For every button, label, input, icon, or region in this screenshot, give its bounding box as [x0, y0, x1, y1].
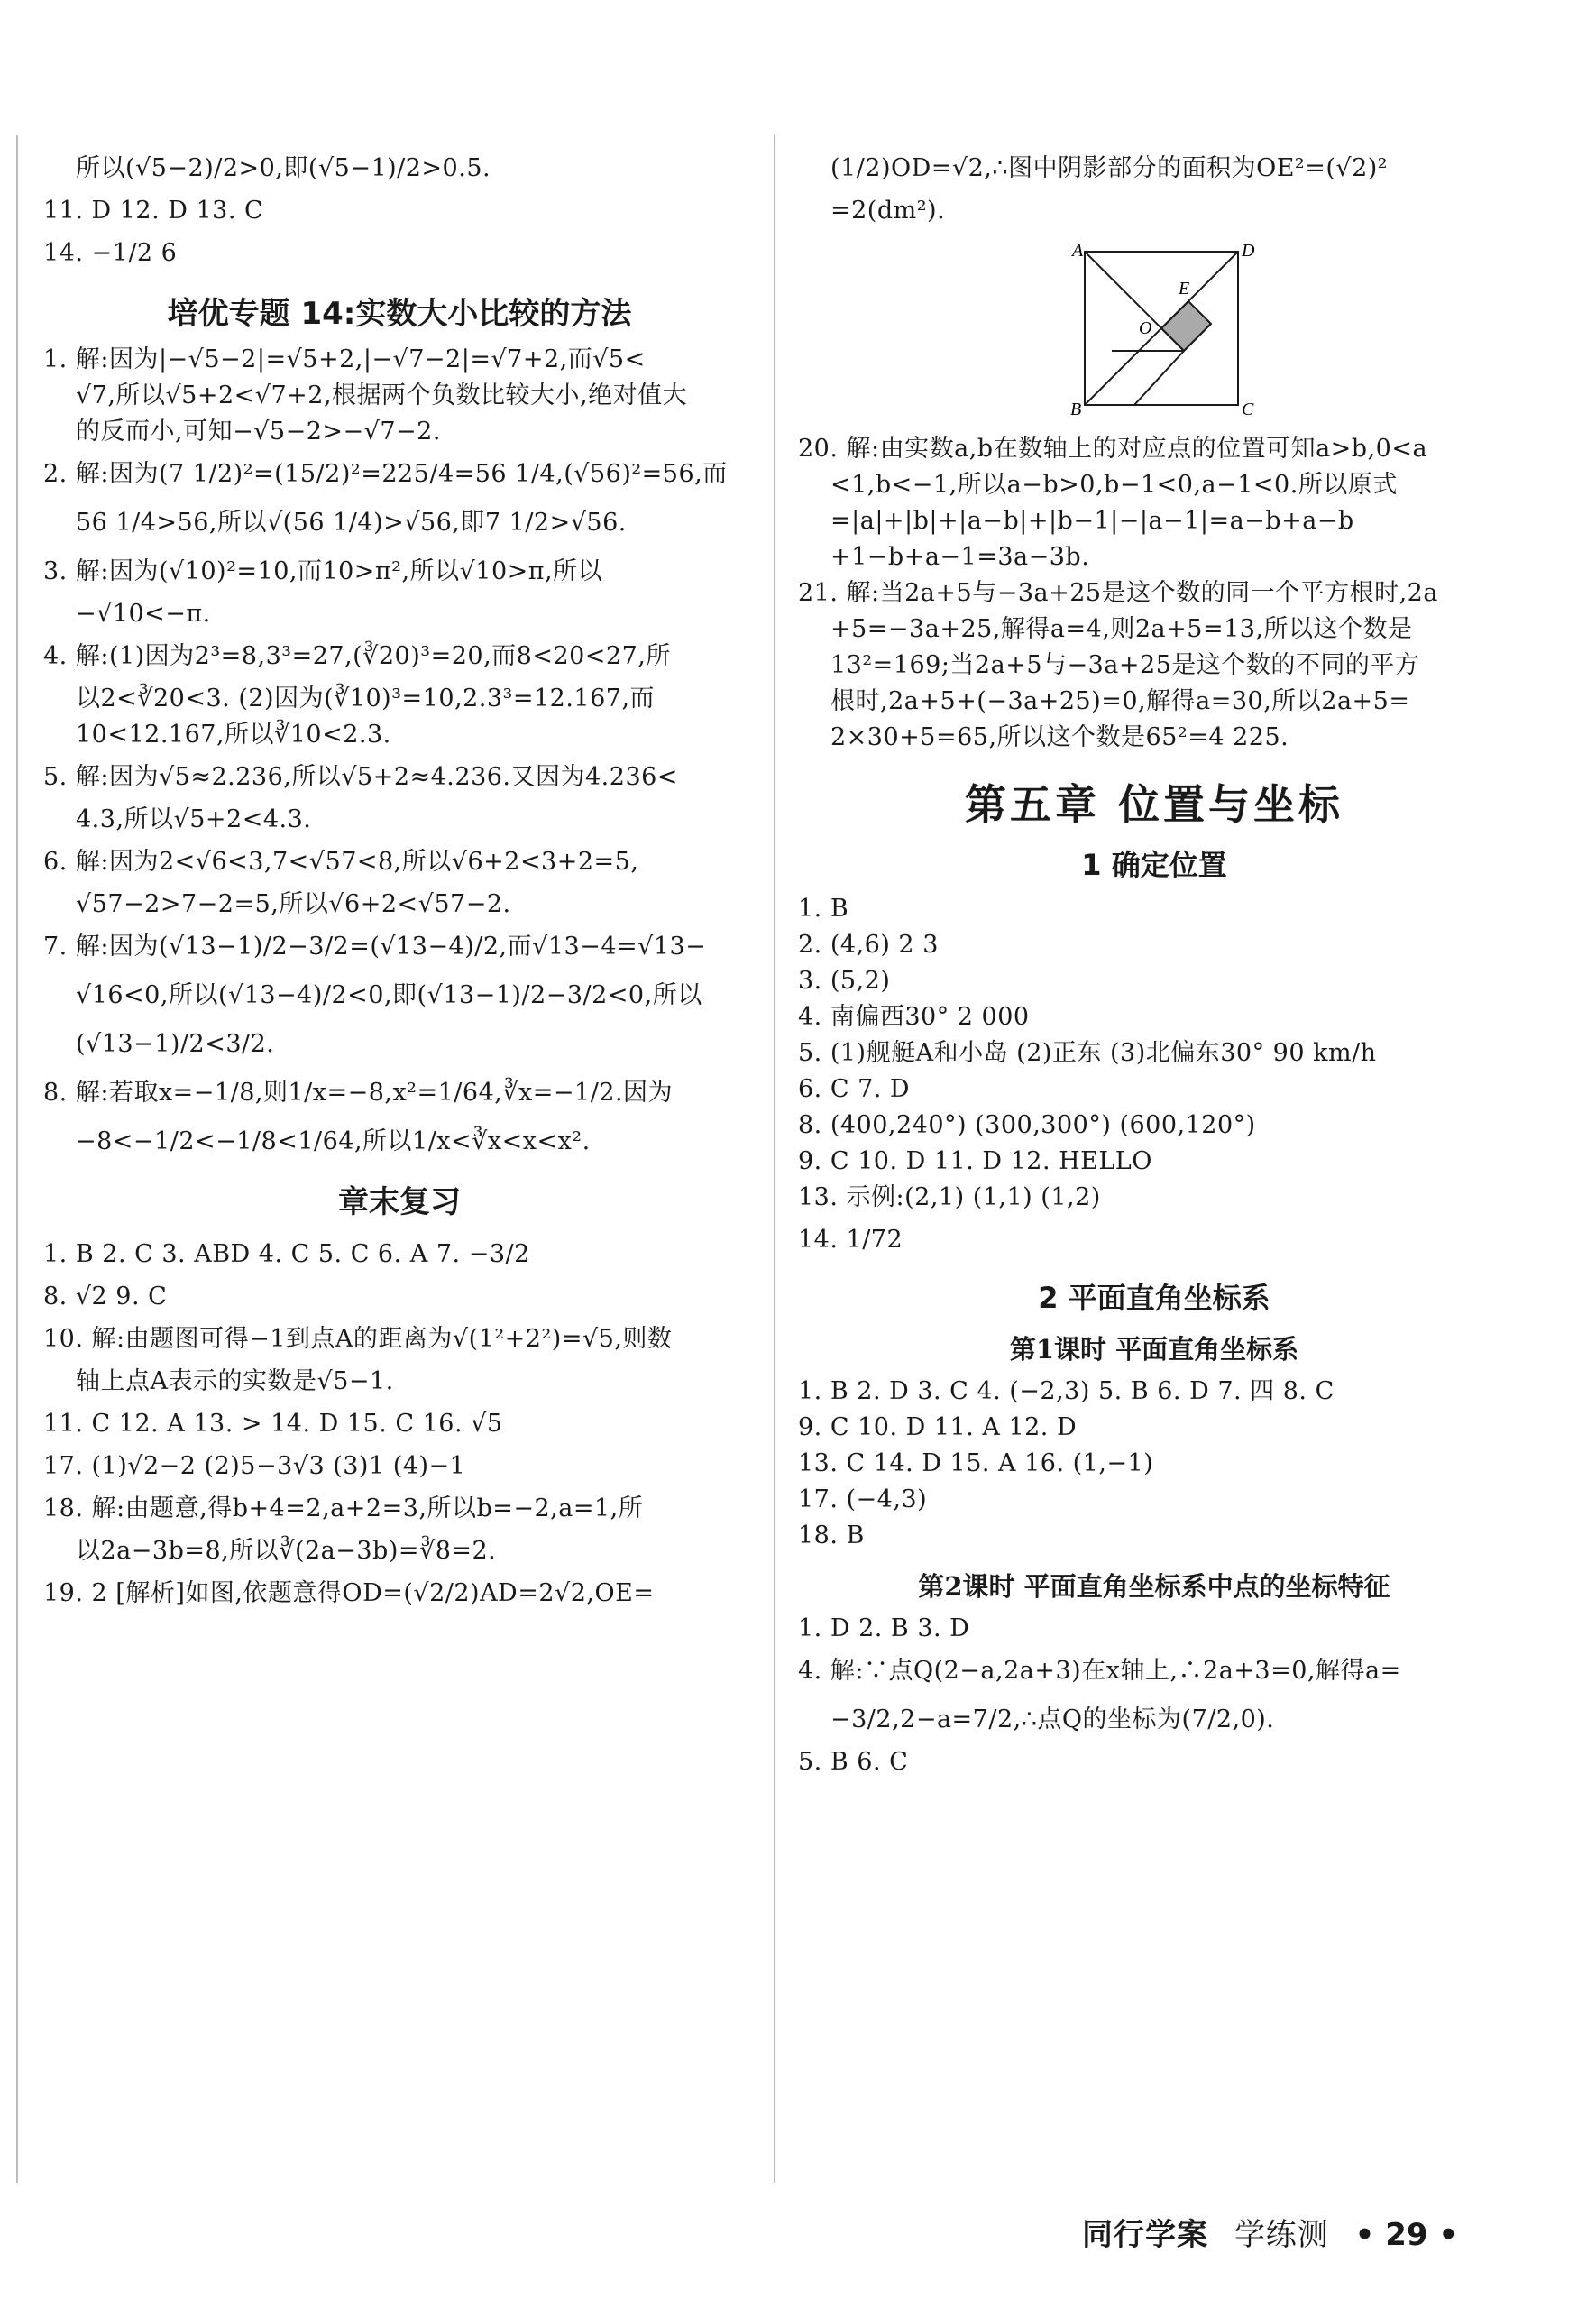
answer-line: 2×30+5=65,所以这个数是65²=4 225.	[830, 723, 1289, 751]
answer-line: 18. B	[798, 1522, 865, 1549]
answer-line: 轴上点A表示的实数是√5−1.	[76, 1367, 394, 1395]
answer-line: 6. C 7. D	[798, 1075, 911, 1103]
answer-line: (√13−1)/2<3/2.	[76, 1030, 275, 1058]
answer-line: +5=−3a+25,解得a=4,则2a+5=13,所以这个数是	[830, 615, 1413, 643]
answer-line: −√10<−π.	[76, 600, 211, 628]
section-title: 1 确定位置	[1081, 848, 1227, 882]
segment-line	[1134, 351, 1184, 405]
answer-line: 以2a−3b=8,所以∛(2a−3b)=∛8=2.	[76, 1537, 497, 1565]
answer-line: 13²=169;当2a+5与−3a+25是这个数的不同的平方	[830, 651, 1420, 679]
answer-line: 8. √2 9. C	[43, 1283, 168, 1310]
answer-line: √57−2>7−2=5,所以√6+2<√57−2.	[76, 890, 511, 918]
answer-line: =2(dm²).	[830, 197, 946, 225]
answer-line: 18. 解:由题意,得b+4=2,a+2=3,所以b=−2,a=1,所	[43, 1494, 644, 1522]
answer-line: 21. 解:当2a+5与−3a+25是这个数的同一个平方根时,2a	[798, 579, 1438, 607]
answer-line: 17. (1)√2−2 (2)5−3√3 (3)1 (4)−1	[43, 1452, 466, 1480]
footer-brand: 同行学案	[1082, 2217, 1208, 2253]
answer-line: 10. 解:由题图可得−1到点A的距离为√(1²+2²)=√5,则数	[43, 1325, 673, 1353]
answer-line: 1. 解:因为|−√5−2|=√5+2,|−√7−2|=√7+2,而√5<	[43, 345, 646, 373]
answer-line: 13. C 14. D 15. A 16. (1,−1)	[798, 1449, 1154, 1477]
left-column	[43, 144, 756, 1618]
answer-line: 8. (400,240°) (300,300°) (600,120°)	[798, 1111, 1256, 1139]
point-label-b: B	[1070, 400, 1082, 418]
answer-line: 7. 解:因为(√13−1)/2−3/2=(√13−4)/2,而√13−4=√13−	[43, 933, 707, 961]
answer-line: 9. C 10. D 11. A 12. D	[798, 1413, 1078, 1441]
answer-line: √16<0,所以(√13−4)/2<0,即(√13−1)/2−3/2<0,所以	[76, 981, 702, 1009]
diagonal-line	[1085, 252, 1184, 351]
point-label-a: A	[1072, 241, 1084, 261]
answer-line: 19. 2 [解析]如图,依题意得OD=(√2/2)AD=2√2,OE=	[43, 1579, 655, 1607]
answer-line: +1−b+a−1=3a−3b.	[830, 543, 1090, 571]
answer-line: 11. D 12. D 13. C	[43, 197, 264, 225]
answer-line: 2. (4,6) 2 3	[798, 931, 939, 959]
answer-line: 5. B 6. C	[798, 1748, 909, 1776]
page-footer	[1082, 2210, 1551, 2254]
answer-line: (1/2)OD=√2,∴图中阴影部分的面积为OE²=(√2)²	[830, 154, 1389, 182]
answer-line: =|a|+|b|+|a−b|+|b−1|−|a−1|=a−b+a−b	[830, 507, 1354, 535]
left-margin-rule	[16, 135, 18, 2183]
answer-line: 根时,2a+5+(−3a+25)=0,解得a=30,所以2a+5=	[830, 687, 1410, 715]
tangram-square-figure	[1058, 238, 1265, 418]
answer-line: 13. 示例:(2,1) (1,1) (1,2)	[798, 1183, 1101, 1211]
answer-line: 5. 解:因为√5≈2.236,所以√5+2≈4.236.又因为4.236<	[43, 763, 678, 791]
lesson-title: 第1课时 平面直角坐标系	[1009, 1334, 1299, 1365]
answer-line: 4.3,所以√5+2<4.3.	[76, 805, 312, 833]
point-label-c: C	[1242, 400, 1254, 418]
answer-line: 1. B 2. C 3. ABD 4. C 5. C 6. A 7. −3/2	[43, 1240, 530, 1268]
chapter-title: 第五章 位置与坐标	[964, 780, 1344, 829]
answer-line: <1,b<−1,所以a−b>0,b−1<0,a−1<0.所以原式	[830, 471, 1398, 499]
answer-line: 9. C 10. D 11. D 12. HELLO	[798, 1147, 1152, 1175]
lesson-title: 第2课时 平面直角坐标系中点的坐标特征	[918, 1571, 1390, 1602]
section-title: 2 平面直角坐标系	[1038, 1281, 1270, 1315]
answer-line: 11. C 12. A 13. > 14. D 15. C 16. √5	[43, 1410, 503, 1438]
answer-line: 8. 解:若取x=−1/8,则1/x=−8,x²=1/64,∛x=−1/2.因为	[43, 1079, 674, 1107]
right-column	[798, 144, 1510, 1780]
answer-line: 所以(√5−2)/2>0,即(√5−1)/2>0.5.	[76, 154, 491, 182]
answer-line: 20. 解:由实数a,b在数轴上的对应点的位置可知a>b,0<a	[798, 435, 1428, 463]
section-title: 培优专题 14:实数大小比较的方法	[167, 296, 632, 332]
answer-line: 14. 1/72	[798, 1226, 903, 1254]
point-label-e: E	[1179, 279, 1190, 299]
answer-line: 3. (5,2)	[798, 967, 891, 995]
footer-series: 学练测	[1234, 2217, 1329, 2253]
answer-line: 1. B	[798, 895, 849, 923]
section-title: 章末复习	[338, 1184, 461, 1220]
answer-line: 4. 解:(1)因为2³=8,3³=27,(∛20)³=20,而8<20<27,所	[43, 642, 671, 670]
answer-line: 1. B 2. D 3. C 4. (−2,3) 5. B 6. D 7. 四 8. C	[798, 1377, 1335, 1405]
answer-line: 的反而小,可知−√5−2>−√7−2.	[76, 418, 441, 446]
answer-line: −8<−1/2<−1/8<1/64,所以1/x<∛x<x<x².	[76, 1127, 591, 1155]
point-label-d: D	[1242, 241, 1255, 261]
page-number: • 29 •	[1354, 2217, 1459, 2253]
answer-line: 10<12.167,所以∛10<2.3.	[76, 721, 391, 749]
column-divider	[774, 135, 775, 2183]
answer-line: 17. (−4,3)	[798, 1485, 928, 1513]
point-label-o: O	[1139, 318, 1152, 338]
answer-line: 56 1/4>56,所以√(56 1/4)>√56,即7 1/2>√56.	[76, 509, 627, 537]
shaded-square	[1161, 301, 1211, 351]
answer-line: 14. −1/2 6	[43, 239, 178, 267]
answer-line: 5. (1)舰艇A和小岛 (2)正东 (3)北偏东30° 90 km/h	[798, 1039, 1377, 1067]
answer-line: 2. 解:因为(7 1/2)²=(15/2)²=225/4=56 1/4,(√56)²=56,而	[43, 460, 728, 488]
answer-line: 6. 解:因为2<√6<3,7<√57<8,所以√6+2<3+2=5,	[43, 848, 639, 876]
answer-line: √7,所以√5+2<√7+2,根据两个负数比较大小,绝对值大	[76, 382, 688, 409]
answer-line: 4. 南偏西30° 2 000	[798, 1003, 1030, 1031]
answer-line: 1. D 2. B 3. D	[798, 1614, 970, 1642]
answer-line: −3/2,2−a=7/2,∴点Q的坐标为(7/2,0).	[830, 1706, 1275, 1733]
answer-line: 4. 解:∵点Q(2−a,2a+3)在x轴上,∴2a+3=0,解得a=	[798, 1657, 1401, 1685]
answer-line: 以2<∛20<3. (2)因为(∛10)³=10,2.3³=12.167,而	[76, 685, 656, 713]
answer-line: 3. 解:因为(√10)²=10,而10>π²,所以√10>π,所以	[43, 557, 603, 585]
